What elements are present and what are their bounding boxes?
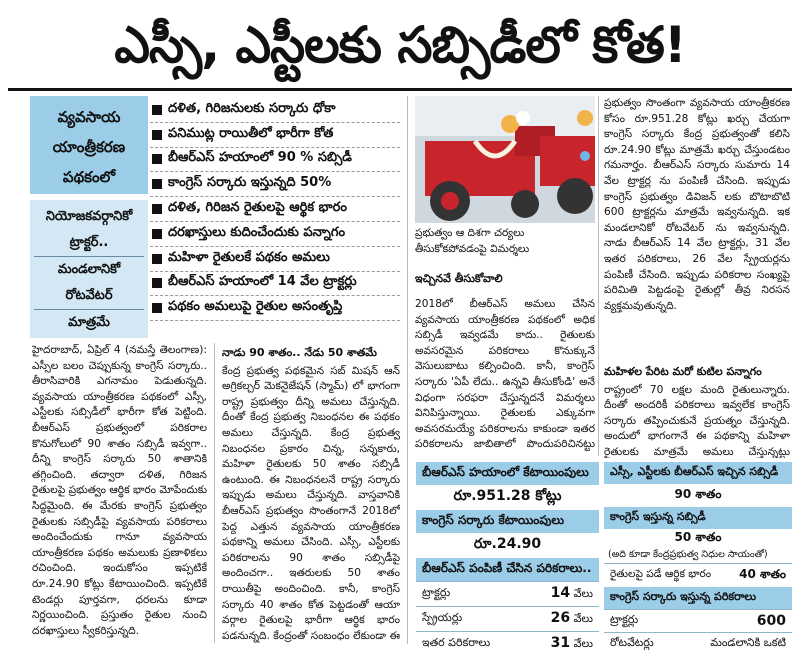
- highlight-item: [150, 172, 400, 197]
- highlight-item: [150, 123, 400, 148]
- congress-equipment-row: [604, 609, 792, 632]
- article-paragraph: 2018లో బీఆర్ఎస్ అమలు చేసిన వ్యవసాయ యాంత్రీకరణ పథకంలో అధిక సబ్సిడీ ఇవ్వడమే కాదు.. రైతులకు అవసరమైన పరికరాలు కొనుక్కునే వెసులుబాటు కల్పించింది. కానీ, కాంగ్రెస్ సర్కారు 'ఏపీ లేదు.. ఉన్నవి తీసుకోండి' అనే విధంగా సరఫరా చేస్తున్నదనే విమర్శలు వినిపిస్తున్నాయి. రైతులకు ఎక్కువగా అవసరమయ్యే పరికరాలను కాకుండా ఇతర పరికరాలను జాబితాలో పొందుపరిచినట్టు: [415, 298, 595, 451]
- sidebox-item: నియోజకవర్గానికో ట్రాక్టర్..: [34, 204, 144, 257]
- allocations-box: [416, 462, 599, 651]
- congress-equipment-value: 600: [756, 613, 786, 629]
- equipment-unit: వేలు: [573, 612, 593, 625]
- bullet-icon: [152, 254, 162, 264]
- highlight-item: [150, 272, 400, 297]
- sidebox-item: మండలానికో రోటవేటర్: [34, 257, 144, 310]
- article-paragraph: రాష్ట్రంలో 70 లక్షల మంది రైతులున్నారు. దీంతో అందరికీ పరికరాలు ఇవ్వలేక కాంగ్రెస్ సర్కారు తప్పించుకునే ప్రయత్నం చేస్తున్నది. అందులో భాగంగానే ఈ పథకాన్ని మహిళా రైతులకు మాత్రమే అమలు చేస్తున్నట్టు: [604, 383, 790, 458]
- bullet-icon: [152, 154, 162, 164]
- farmer-burden-label: రైతులపై పడే ఆర్థిక భారం: [610, 568, 712, 580]
- sidebox-title-line: పథకంలో: [62, 168, 116, 186]
- equipment-label: ట్రాక్టర్లు: [422, 586, 451, 599]
- bullet-icon: [152, 130, 162, 140]
- col5-subhead: మహిళల పేరిట మరో కుటిల పన్నాగం: [604, 365, 762, 378]
- highlight-text: పనిముట్ల రాయితీలో భారీగా కోత: [168, 125, 334, 141]
- highlight-item: [150, 197, 400, 222]
- column-divider: [407, 96, 408, 644]
- congress-equipment-label: ట్రాక్టర్లు: [610, 613, 639, 626]
- sidebox-item: మాత్రమే: [68, 315, 110, 330]
- highlight-text: బీఆర్ఎస్ హయాంలో 14 వేల ట్రాక్టర్లు: [168, 274, 357, 290]
- congress-subsidy-value: 50 శాతం: [604, 529, 792, 548]
- equipment-count: 31: [550, 635, 571, 651]
- equipment-label: స్ప్రేయర్లు: [422, 611, 463, 624]
- farmer-burden-value: 40 శాతం: [739, 567, 786, 581]
- article-column-1: [32, 343, 207, 643]
- col3-subhead: ఇచ్చినవే తీసుకోవాలి: [415, 272, 503, 285]
- sidebox-title-line: వ్యవసాయ: [57, 108, 121, 126]
- equipment-row: [416, 631, 599, 656]
- highlight-item: [150, 98, 400, 123]
- brs-allocation-heading: బీఆర్ఎస్ హయాంలో కేటాయింపులు: [416, 462, 599, 485]
- highlight-text: కాంగ్రెస్ సర్కారు ఇస్తున్నది 50%: [168, 175, 332, 191]
- article-column-3: [415, 297, 595, 452]
- sidebox-title: [30, 96, 148, 194]
- bullet-icon: [152, 303, 162, 313]
- brs-equipment-heading: బీఆర్ఎస్ పంపిణీ చేసిన పరికరాలు..: [416, 558, 599, 581]
- equipment-count: 14: [550, 585, 571, 601]
- article-paragraph: హైదరాబాద్, ఏప్రిల్ 4 (నమస్తే తెలంగాణ): ఎస్సీల బలం చెప్పుకున్న కాంగ్రెస్ సర్కారు.. తీరాసివారికి ఎగనామం పెడుతున్నది. వ్యవసాయ యాంత్రీకరణ పథకంలో ఎస్సీ, ఎస్టీలకు సబ్సిడీలో భారీగా కోత పెట్టింది. బీఆర్ఎస్ ప్రభుత్వంలో పరికరాల కొనుగోలులో 90 శాతం సబ్సిడీ ఇవ్వగా.. దీన్ని కాంగ్రెస్ సర్కారు 50 శాతానికి తగ్గించింది. తద్వారా దళిత, గిరిజన రైతులపై ప్రభుత్వం ఆర్థిక భారం మోపేందుకు సిద్ధమైంది. ఈ మేరకు కాంగ్రెస్ ప్రభుత్వం రైతులకు సబ్సిడీపై వ్యవసాయ పరికరాలు అందించేందుకు గానూ వ్యవసాయ యాంత్రీకరణ పథకం అమలుకు ప్రణాళికలు రచించింది. ఇందుకోసం ఇప్పటికే రూ.24.90 కోట్లు కేటాయించింది. ఇప్పటికే టెండర్లు పూర్తవగా, ధరలను కూడా నిర్ణయించింది. ప్రస్తుతం రైతుల నుంచి దరఖాస్తులు స్వీకరిస్తున్నది.: [32, 344, 207, 637]
- highlight-item: [150, 296, 400, 321]
- congress-equipment-label: రోటవేటర్లు: [610, 636, 654, 649]
- article-paragraph: ప్రభుత్వం సొంతంగా వ్యవసాయ యాంత్రీకరణ కోసం రూ.951.28 కోట్లు ఖర్చు చేయగా కాంగ్రెస్ సర్కారు కేంద్ర ప్రభుత్వంతో కలిసి రూ.24.90 కోట్లు మాత్రమే ఖర్చు చేస్తుండటం గమనార్హం. బీఆర్ఎస్ సర్కారు సుమారు 14 వేల ట్రాక్టర్ల ను పంపిణీ చేసింది. ఇప్పుడు కాంగ్రెస్ ప్రభుత్వం డివిజన్ లకు బొటాబొటి 600 ట్రాక్టర్లను మాత్రమే ఇవ్వనున్నది. ఇక మండలానికో రోటవేటర్ ను ఇవ్వనున్నది. నాడు బీఆర్ఎస్ 14 వేల ట్రాక్టర్లు, 31 వేల ఇతర పరికరాలు, 26 వేల స్ప్రేయర్లను పంపిణీ చేసింది. ఇప్పుడు పరికరాల సంఖ్యపై పరిమితి పెట్టడంపై రైతుల్లో తీవ్ర నిరసన వ్యక్తమవుతున్నది.: [604, 97, 790, 312]
- highlight-text: బీఆర్ఎస్ హయాంలో 90 % సబ్సిడీ: [168, 150, 352, 166]
- equipment-label: ఇతర పరికరాలు: [422, 636, 491, 649]
- equipment-count: 26: [550, 610, 571, 626]
- bullet-icon: [152, 229, 162, 239]
- brs-subsidy-heading: ఎస్సీ, ఎస్టీలకు బీఆర్ఎస్ ఇచ్చిన సబ్సిడీ: [604, 462, 792, 484]
- highlight-text: దళిత, గిరిజన రైతులపై ఆర్థిక భారం: [168, 200, 347, 216]
- congress-equipment-row: [604, 632, 792, 655]
- bullet-icon: [152, 278, 162, 288]
- highlight-text: పథకం అమలుపై రైతుల అసంతృప్తి: [168, 299, 343, 315]
- highlight-item: [150, 148, 400, 173]
- column-divider: [214, 343, 215, 643]
- equipment-row: [416, 606, 599, 631]
- congress-allocation-value: రూ.24.90: [416, 533, 599, 558]
- equipment-row: [416, 581, 599, 606]
- sidebox-items: [30, 200, 148, 338]
- brs-subsidy-value: 90 శాతం: [604, 484, 792, 507]
- equipment-unit: వేలు: [573, 587, 593, 600]
- article-column-5: [604, 362, 790, 458]
- photo-caption: ప్రభుత్వం ఆ దిశగా చర్యలు తీసుకోకపోవడంపై విమర్శలు: [415, 227, 530, 255]
- column-divider: [598, 96, 599, 456]
- highlight-item: [150, 247, 400, 272]
- congress-equipment-value: మండలానికి ఒకటి: [710, 636, 786, 649]
- subsidy-box: [604, 462, 792, 648]
- highlight-text: మహిళా రైతులకే పథకం అమలు: [168, 249, 330, 265]
- article-column-2: [222, 343, 400, 643]
- article-paragraph: కేంద్ర ప్రభుత్వ పథకమైన సబ్ మిషన్ ఆన్ అగ్రికల్చర్ మెకనైజేషన్ (స్మామ్) లో భాగంగా రాష్ట్ర ప్రభుత్వం దీన్ని అమలు చేస్తున్నది. దీంతో కేంద్ర ప్రభుత్వ నిబంధనల ఈ పథకం అమలు చేస్తున్నది. కేంద్ర ప్రభుత్వ నిబంధనల ప్రకారం చిన్న, సన్నకారు, మహిళా రైతులకు 50 శాతం సబ్సిడీ ఉంటుంది. ఈ నిబంధనలనే రాష్ట్ర సర్కారు ఇప్పుడు అమలు చేస్తున్నది. వాస్తవానికి బీఆర్ఎస్ ప్రభుత్వం సొంతంగానే 2018లో పెద్ద ఎత్తున వ్యవసాయ యాంత్రీకరణ పథకాన్ని అమలు చేసింది. ఎస్సీ, ఎస్టీలకు పరికరాలను 90 శాతం సబ్సిడీపై అందించగా.. ఇతరులకు 50 శాతం రాయితీపై అందించింది. కానీ, కాంగ్రెస్ సర్కారు 40 శాతం కోత పెట్టడంతో ఆయా వర్గాల రైతులపై భారీగా ఆర్థిక భారం పడనున్నది. కేంద్రంతో సంబంధం లేకుండా ఈ: [222, 364, 400, 642]
- scheme-sidebox: [30, 96, 148, 333]
- farmer-burden-row: [604, 563, 792, 587]
- congress-subsidy-heading: కాంగ్రెస్ ఇస్తున్న సబ్సిడీ: [604, 507, 792, 529]
- bullet-icon: [152, 105, 162, 115]
- tractor-image: [415, 96, 595, 223]
- equipment-unit: వేలు: [573, 637, 593, 650]
- congress-allocation-heading: కాంగ్రెస్ సర్కారు కేటాయింపులు: [416, 510, 599, 533]
- brs-allocation-value: రూ.951.28 కోట్లు: [416, 485, 599, 510]
- highlights-list: [150, 98, 400, 336]
- tractor-photo: [415, 96, 595, 223]
- headline-rule: [8, 88, 792, 91]
- bullet-icon: [152, 179, 162, 189]
- subsidy-note: (అది కూడా కేంద్రప్రభుత్వ నిధుల సాయంతో): [604, 548, 792, 563]
- sidebox-title-line: యాంత్రీకరణ: [52, 138, 126, 156]
- congress-equipment-heading: కాంగ్రెస్ సర్కారు ఇస్తున్న పరికరాలు: [604, 587, 792, 609]
- col2-subhead: నాడు 90 శాతం.. నేడు 50 శాతమే: [222, 346, 377, 359]
- highlight-text: దళిత, గిరిజనులకు సర్కారు ధోకా: [168, 100, 336, 116]
- highlight-item: [150, 222, 400, 247]
- headline: ఎస్సీ, ఎస్టీలకు సబ్సిడీలో కోత!: [114, 16, 686, 74]
- article-column-4: [604, 96, 790, 342]
- highlight-text: దరఖాస్తులు కుదించేందుకు పన్నాగం: [168, 224, 346, 240]
- bullet-icon: [152, 204, 162, 214]
